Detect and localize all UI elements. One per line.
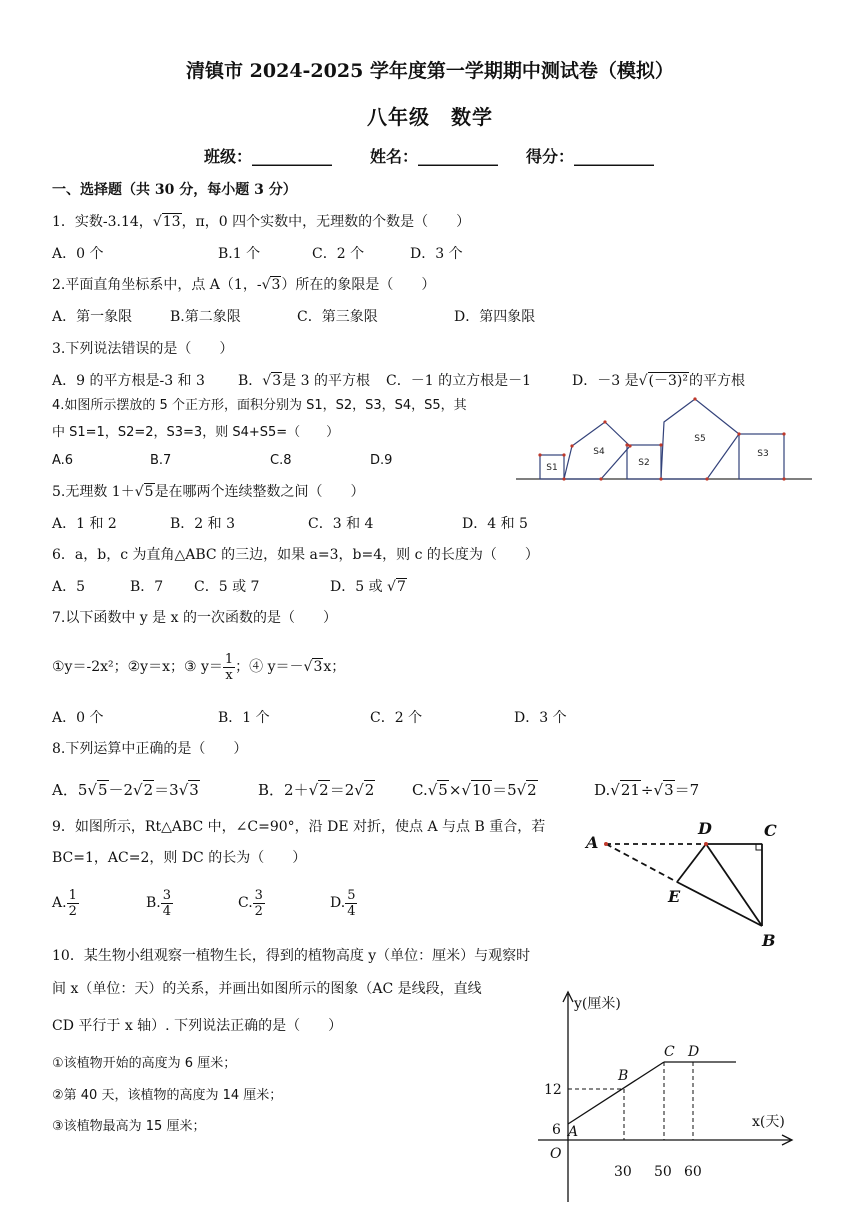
question-9-option-d[interactable]: D. $\frac{5}{4}$ [330, 887, 356, 919]
question-10-line-3: CD 平行于 x 轴）. 下列说法正确的是（ ） [52, 1018, 343, 1034]
square-label-s4: S4 [593, 447, 605, 457]
question-1-option-b[interactable]: B.1 个 [218, 246, 261, 262]
square-label-s1: S1 [546, 463, 558, 473]
exam-subtitle: 八年级 数学 [367, 105, 493, 129]
class-field[interactable]: 班级：__________ [204, 147, 333, 166]
question-7-option-a[interactable]: A．0 个 [52, 710, 104, 726]
question-7-option-b[interactable]: B．1 个 [218, 710, 270, 726]
label-c: C [764, 821, 777, 840]
question-9-option-c[interactable]: C. $\frac{3}{2}$ [238, 887, 263, 919]
question-9-option-b[interactable]: B. $\frac{3}{4}$ [146, 887, 172, 919]
question-8-option-c[interactable]: C.√5×√10＝5√2 [412, 781, 537, 799]
question-8-option-b[interactable]: B．2＋√2＝2√2 [258, 781, 375, 799]
point-a-label: A [568, 1124, 579, 1140]
question-5-option-c[interactable]: C．3 和 4 [308, 516, 374, 532]
sqrt-symbol: √ [152, 214, 162, 230]
name-field[interactable]: 姓名：__________ [370, 147, 499, 166]
question-3-option-d[interactable]: D．－3 是√(－3)²的平方根 [572, 373, 745, 389]
question-3-option-b[interactable]: B．√3是 3 的平方根 [238, 373, 370, 389]
question-8-option-a[interactable]: A．5√5－2√2＝3√3 [52, 781, 199, 799]
x-axis-label: x(天) [752, 1114, 785, 1130]
question-2-option-c[interactable]: C．第三象限 [297, 309, 378, 325]
question-10-statement-3: ③该植物最高为 15 厘米； [52, 1119, 206, 1134]
question-3-option-a[interactable]: A．9 的平方根是-3 和 3 [52, 373, 205, 389]
question-7-stem: 7.以下函数中 y 是 x 的一次函数的是（ ） [52, 610, 337, 626]
question-1-option-a[interactable]: A．0 个 [52, 246, 104, 262]
question-4-option-c[interactable]: C.8 [270, 453, 292, 468]
sqrt-symbol: √ [653, 781, 664, 799]
y-axis-label: y(厘米) [574, 996, 621, 1012]
sqrt-symbol: √ [387, 579, 396, 595]
question-1-stem: 1．实数-3.14，√13，π，0 四个实数中，无理数的个数是（ ） [52, 214, 471, 230]
question-2-option-a[interactable]: A．第一象限 [52, 309, 133, 325]
sqrt-symbol: √ [610, 781, 620, 799]
question-10-statement-2: ②第 40 天，该植物的高度为 14 厘米； [52, 1088, 283, 1103]
triangle-figure [580, 814, 790, 954]
x-tick-30: 30 [614, 1164, 632, 1180]
square-label-s3: S3 [757, 449, 769, 459]
fraction-one-over-x: $\frac{1}{x}$ [224, 651, 234, 683]
question-4-line-2: 中 S1=1，S2=2，S3=3，则 S4+S5=（ ） [52, 425, 340, 440]
sqrt-symbol: √ [134, 484, 144, 500]
sqrt-symbol: √ [354, 781, 364, 799]
sqrt-symbol: √ [461, 781, 471, 799]
question-3-stem: 3.下列说法错误的是（ ） [52, 341, 234, 357]
question-9-option-a[interactable]: A. $\frac{1}{2}$ [52, 887, 77, 919]
question-2-option-d[interactable]: D．第四象限 [454, 309, 536, 325]
growth-graph [530, 988, 800, 1210]
question-7-option-c[interactable]: C．2 个 [370, 710, 423, 726]
point-c-label: C [664, 1044, 675, 1060]
sqrt-symbol: √ [638, 373, 648, 389]
question-7-functions: ①y＝-2x²；②y＝x；③ y＝ $\frac{1}{x}$ ；④ y＝－√3x； [52, 651, 346, 683]
squares-figure [516, 396, 816, 486]
sqrt-symbol: √ [262, 373, 272, 389]
question-10-statement-1: ①该植物开始的高度为 6 厘米； [52, 1056, 237, 1071]
question-2-stem: 2.平面直角坐标系中，点 A（1，-√3）所在的象限是（ ） [52, 277, 436, 293]
sqrt-symbol: √ [133, 781, 143, 799]
y-tick-12: 12 [544, 1082, 562, 1098]
x-tick-60: 60 [684, 1164, 702, 1180]
question-4-option-b[interactable]: B.7 [150, 453, 172, 468]
question-6-stem: 6．a，b，c 为直角△ABC 的三边，如果 a=3，b=4，则 c 的长度为（ ） [52, 547, 539, 563]
label-e: E [668, 887, 681, 906]
label-a: A [586, 833, 599, 852]
score-field[interactable]: 得分：__________ [526, 147, 655, 166]
question-1-option-d[interactable]: D．3 个 [410, 246, 463, 262]
question-5-option-a[interactable]: A．1 和 2 [52, 516, 117, 532]
sqrt-symbol: √ [303, 659, 313, 675]
sqrt-symbol: √ [427, 781, 438, 799]
question-1-option-c[interactable]: C．2 个 [312, 246, 365, 262]
question-5-option-d[interactable]: D．4 和 5 [462, 516, 528, 532]
question-5-stem: 5.无理数 1＋√5是在哪两个连续整数之间（ ） [52, 484, 365, 500]
square-label-s5: S5 [694, 434, 706, 444]
section-heading: 一、选择题（共 30 分，每小题 3 分） [52, 182, 297, 198]
x-tick-50: 50 [654, 1164, 672, 1180]
y-tick-6: 6 [552, 1122, 561, 1138]
question-6-option-a[interactable]: A．5 [52, 579, 86, 595]
question-4-line-1: 4.如图所示摆放的 5 个正方形，面积分别为 S1，S2，S3，S4，S5，其 [52, 398, 467, 413]
question-6-option-c[interactable]: C．5 或 7 [194, 579, 260, 595]
question-2-option-b[interactable]: B.第二象限 [170, 309, 241, 325]
exam-title: 清镇市 2024-2025 学年度第一学期期中测试卷（模拟） [186, 60, 674, 82]
question-5-option-b[interactable]: B．2 和 3 [170, 516, 236, 532]
question-6-option-b[interactable]: B．7 [130, 579, 164, 595]
question-9-line-1: 9．如图所示，Rt△ABC 中，∠C=90°，沿 DE 对折，使点 A 与点 B 重合，若 [52, 819, 546, 835]
origin-label: O [550, 1146, 562, 1162]
question-9-line-2: BC=1，AC=2，则 DC 的长为（ ） [52, 850, 307, 866]
question-6-option-d[interactable]: D．5 或 √7 [330, 579, 406, 595]
question-7-option-d[interactable]: D．3 个 [514, 710, 567, 726]
sqrt-symbol: √ [516, 781, 527, 799]
question-10-line-2: 间 x（单位：天）的关系，并画出如图所示的图象（AC 是线段，直线 [52, 981, 482, 997]
label-b: B [762, 931, 776, 950]
question-4-option-d[interactable]: D.9 [370, 453, 393, 468]
point-d-label: D [688, 1044, 700, 1060]
sqrt-symbol: √ [261, 277, 271, 293]
point-b-label: B [618, 1068, 629, 1084]
sqrt-symbol: √ [178, 781, 189, 799]
sqrt-symbol: √ [87, 781, 97, 799]
question-10-line-1: 10．某生物小组观察一植物生长，得到的植物高度 y（单位：厘米）与观察时 [52, 948, 531, 964]
square-label-s2: S2 [638, 458, 650, 468]
question-4-option-a[interactable]: A.6 [52, 453, 74, 468]
sqrt-symbol: √ [308, 781, 319, 799]
question-8-stem: 8.下列运算中正确的是（ ） [52, 741, 248, 757]
question-3-option-c[interactable]: C．－1 的立方根是－1 [386, 373, 531, 389]
label-d: D [698, 819, 712, 838]
question-8-option-d[interactable]: D.√21÷√3＝7 [594, 781, 700, 799]
